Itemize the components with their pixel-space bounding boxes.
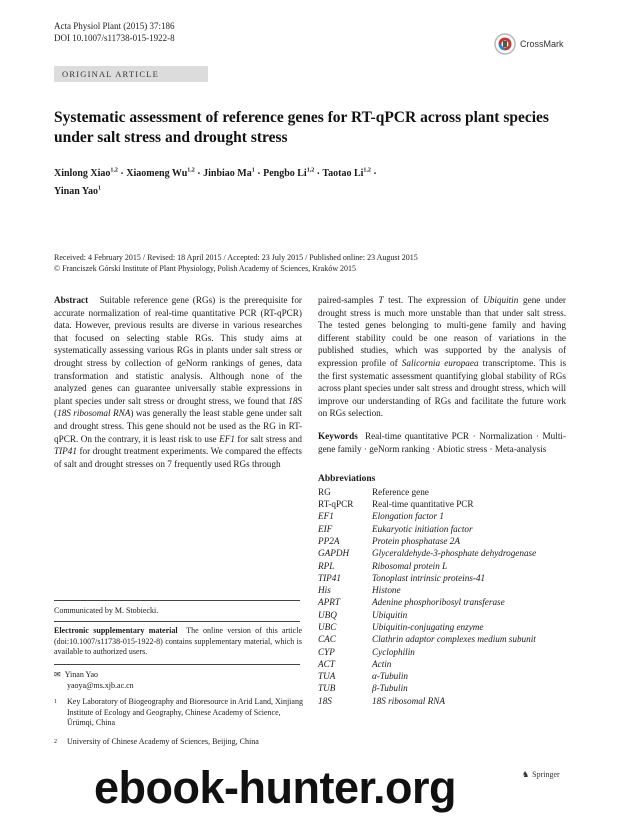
abbreviation-term: TIP41: [318, 572, 341, 583]
crossmark-badge[interactable]: [494, 33, 564, 55]
abbreviation-term: RG: [318, 486, 331, 497]
author[interactable]: Jinbiao Ma$^1$: [203, 168, 255, 180]
communicated-by: Communicated by M. Stobiecki.: [54, 606, 159, 615]
affiliation: 1 Key Laboratory of Biogeography and Bioresource in Arid Land, Xinjiang Institute of Ecology and Geography, Chinese Academy of Science, Ürümqi, China: [54, 697, 303, 727]
abbreviation-definition: 18S ribosomal RNA: [372, 695, 445, 706]
abbreviation-definition: Real-time quantitative PCR: [372, 499, 474, 510]
abbreviation-row: [318, 621, 536, 633]
abbreviation-row: [318, 510, 536, 522]
publication-history: [54, 252, 574, 274]
abbreviation-term: ACT: [318, 658, 335, 669]
abbreviation-definition: Clathrin adaptor complexes medium subunit: [372, 634, 536, 645]
abbreviation-term: APRT: [318, 597, 340, 608]
abbreviation-term: TUA: [318, 671, 336, 682]
esm-note: [54, 626, 302, 658]
abbreviation-definition: Tonoplast intrinsic proteins-41: [372, 572, 486, 583]
abbreviation-term: GAPDH: [318, 548, 350, 559]
corresponding-email[interactable]: yaoya@ms.xjb.ac.cn: [67, 680, 134, 690]
abbreviation-row: [318, 633, 536, 645]
abbreviation-definition: Reference gene: [372, 486, 429, 497]
author[interactable]: Xiaomeng Wu$^{1,2}$: [126, 168, 195, 180]
abbreviation-term: EIF: [318, 523, 333, 534]
abbreviation-term: UBQ: [318, 609, 337, 620]
abbreviations-table: [318, 486, 536, 707]
abbreviation-definition: Cyclophilin: [372, 646, 415, 657]
abbreviation-row: [318, 609, 536, 621]
springer-horse-icon: ♞: [522, 770, 530, 779]
abbreviation-term: PP2A: [318, 535, 340, 546]
keywords-label: Keywords: [318, 430, 358, 441]
correspondence: [54, 670, 134, 691]
author-list: Xinlong Xiao$^{1,2}$ · Xiaomeng Wu$^{1,2}$ · Jinbiao $Ma^1$ · Pengbo Li$^{1,2}$ · Taotao Li$^{1,2}$ · Yinan Yao$^1$: [54, 168, 377, 197]
abbreviation-term: RT-qPCR: [318, 499, 354, 510]
esm-label: Electronic supplementary material: [54, 626, 178, 635]
keywords: [318, 430, 566, 455]
abbreviation-definition: Ubiquitin-conjugating enzyme: [372, 621, 484, 632]
journal-citation: Acta Physiol Plant (2015) 37:186: [54, 21, 175, 31]
copyright-line: © Franciszek Górski Institute of Plant Physiology, Polish Academy of Sciences, Kraków 2015: [54, 264, 356, 273]
abbreviation-term: His: [318, 585, 331, 596]
abbreviation-term: CYP: [318, 646, 335, 657]
abbreviation-term: UBC: [318, 621, 337, 632]
abbreviation-definition: Elongation factor 1: [372, 511, 444, 522]
article-type-banner: ORIGINAL ARTICLE: [54, 66, 208, 82]
abstract-continuation: paired-samples T test. The expression of Ubiquitin gene under drought stress is much more unstable than that under salt stress. The tested genes belonging to multi-gene family and having different stability could be one reason of variations in the published studies, which was supported by the analysis of expression profile of Salicornia europaea transcriptome. This is the first systematic assessment quantifying global stability of RGs across plant species under salt stress and drought stress, which will improve our understanding of RGs and facilitate the future work on RGs selection.: [318, 295, 567, 419]
crossmark-icon: [494, 33, 516, 55]
abbreviation-term: CAC: [318, 634, 336, 645]
abbreviation-definition: Protein phosphatase 2A: [372, 535, 460, 546]
abbreviation-row: [318, 523, 536, 535]
abbreviation-definition: Histone: [372, 585, 401, 596]
abbreviation-term: 18S: [318, 695, 332, 706]
watermark: ebook-hunter.org: [94, 762, 456, 813]
abbreviation-definition: Glyceraldehyde-3-phosphate dehydrogenase: [372, 548, 537, 559]
abbreviation-row: [318, 584, 536, 596]
keywords-text: Real-time quantitative PCR · Normalization · Multi-gene family · geNorm ranking · Abiotic stress · Meta-analysis: [318, 430, 566, 454]
abbreviation-row: [318, 560, 536, 572]
abbreviation-definition: α-Tubulin: [372, 671, 408, 682]
date-history: Received: 4 February 2015 / Revised: 18 April 2015 / Accepted: 23 July 2015 / Published online: 23 August 2015: [54, 253, 418, 262]
abbreviation-row: [318, 682, 536, 694]
abbreviation-definition: Adenine phosphoribosyl transferase: [372, 597, 505, 608]
abbreviation-row: [318, 572, 536, 584]
abstract-right-column: [318, 294, 566, 707]
abbreviations-title: Abbreviations: [318, 474, 376, 485]
esm-text: The online version of this article (doi:10.1007/s11738-015-1922-8) contains supplementary material, which is available to authorized users.: [54, 626, 302, 656]
publisher-logo: [522, 770, 560, 779]
author[interactable]: Pengbo Li$^{1,2}$: [263, 168, 315, 180]
abbreviation-definition: Eukaryotic initiation factor: [372, 523, 473, 534]
abbreviation-row: [318, 646, 536, 658]
abbreviation-row: [318, 498, 536, 510]
abbreviation-row: [318, 547, 536, 559]
abbreviation-row: [318, 695, 536, 707]
abbreviation-row: [318, 670, 536, 682]
abstract-label: Abstract: [54, 295, 89, 305]
author[interactable]: Taotao Li$^{1,2}$: [322, 168, 371, 180]
footnote-divider: [54, 621, 300, 622]
journal-info: [54, 20, 175, 44]
envelope-icon: ✉: [54, 670, 61, 679]
footnote-divider: [54, 664, 300, 665]
abstract-left-column: Abstract Suitable reference gene (RGs) is the prerequisite for accurate normalization of real-time quantitative PCR (RT-qPCR) data. However, previous results are diverse in various researches that focused on selecting stable RGs. This study aims at systematically assessing various RGs in plants under salt stress or drought stress by collection of geNorm rankings of genes, data transformation and statistic analysis. Although none of the analyzed genes can guarantee universally stable expressions in plant species under salt stress or drought stress, we found that 18S (18S ribosomal RNA) was generally the least stable gene under salt and drought stress. This gene should not be used as the RG in RT-qPCR. On the contrary, it is least risk to use EF1 for salt stress and TIP41 for drought treatment experiments. We compared the effects of salt and drought stresses on 7 frequently used RGs through: [54, 295, 303, 469]
abbreviation-term: TUB: [318, 683, 336, 694]
abbreviation-row: [318, 658, 536, 670]
journal-doi: DOI 10.1007/s11738-015-1922-8: [54, 33, 175, 43]
abbreviation-term: EF1: [318, 511, 334, 522]
affiliation: 2 University of Chinese Academy of Sciences, Beijing, China: [54, 737, 259, 746]
corresponding-author: Yinan Yao: [64, 670, 99, 679]
article-title: Systematic assessment of reference genes for RT-qPCR across plant species under salt stress and drought stress: [54, 109, 549, 146]
author[interactable]: Yinan Yao$^1$: [54, 185, 101, 197]
publisher-name: Springer: [532, 770, 560, 779]
abbreviation-definition: Ribosomal protein L: [372, 560, 448, 571]
abbreviation-term: RPL: [318, 560, 335, 571]
footnote-divider: [54, 600, 300, 601]
abbreviation-row: [318, 596, 536, 608]
crossmark-label: CrossMark: [520, 39, 564, 49]
abbreviation-definition: β-Tubulin: [372, 683, 408, 694]
abbreviation-row: [318, 486, 536, 498]
abbreviation-definition: Ubiquitin: [372, 609, 408, 620]
abbreviation-definition: Actin: [372, 658, 392, 669]
abbreviation-row: [318, 535, 536, 547]
author[interactable]: Xinlong Xiao$^{1,2}$: [54, 168, 118, 180]
